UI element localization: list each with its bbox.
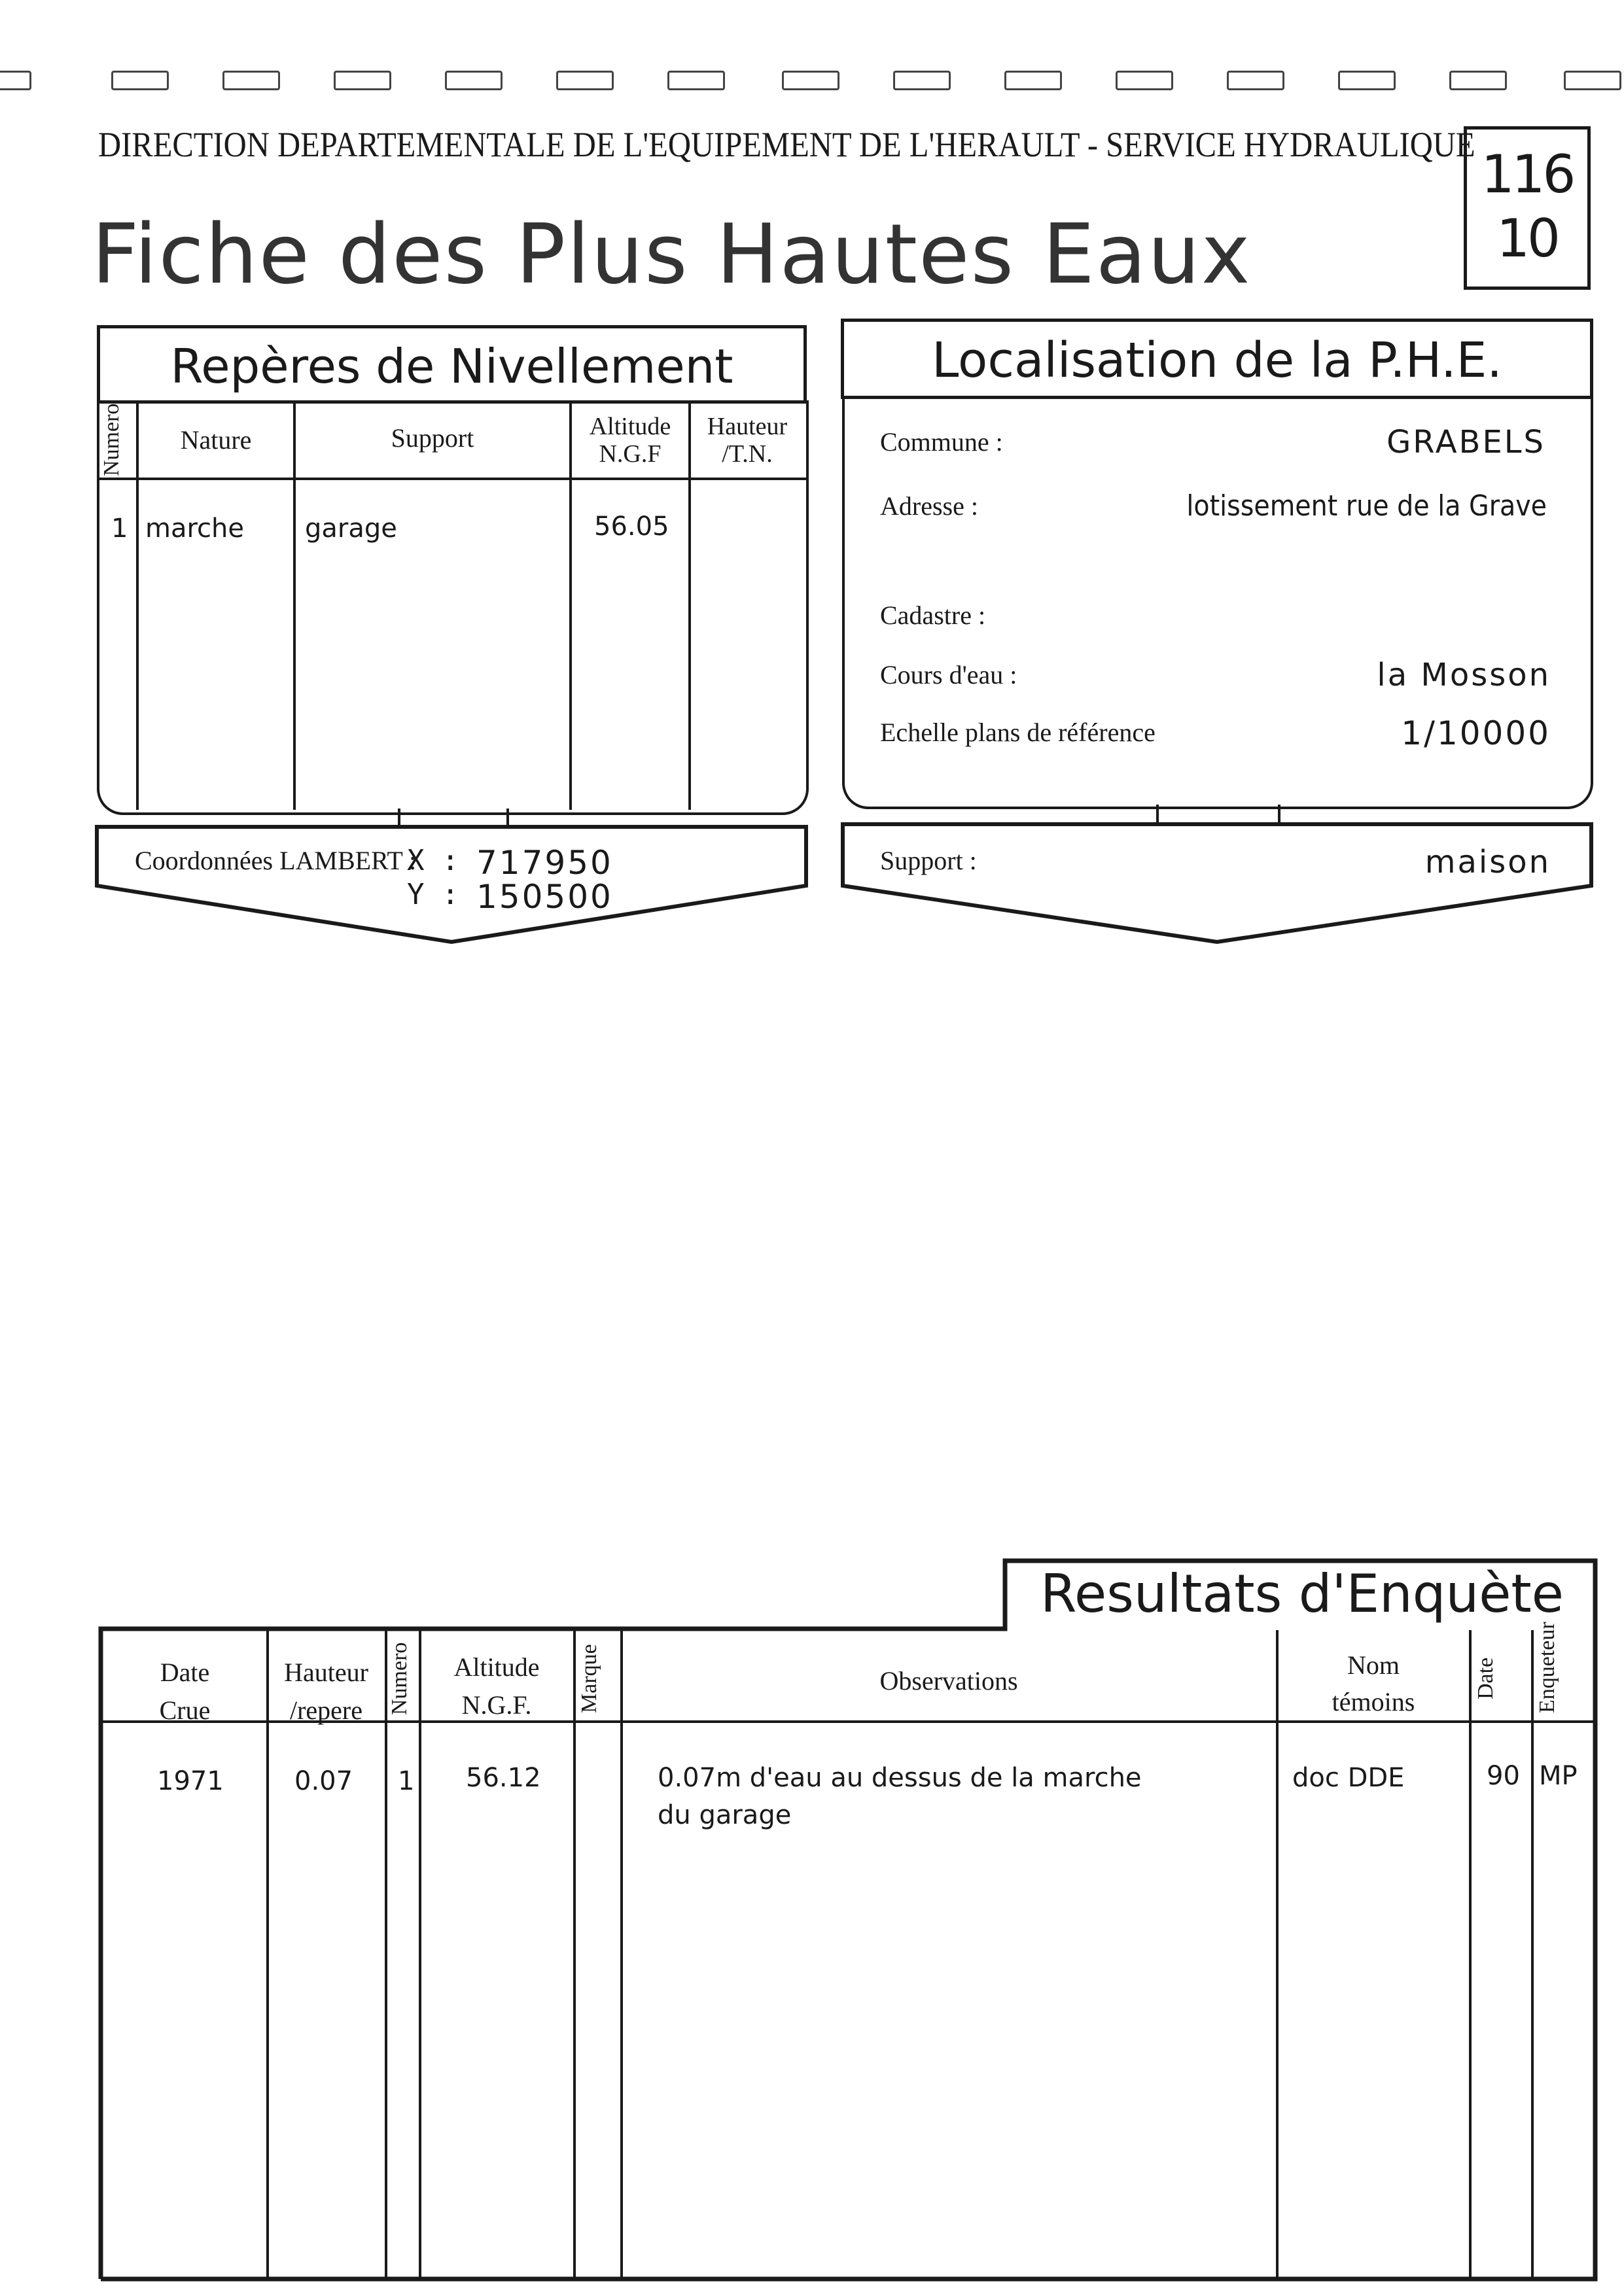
resultats-col-numero: Numero [387, 1642, 412, 1715]
support-value: maison [1424, 844, 1551, 880]
resultats-col-enqueteur: Enqueteur [1535, 1622, 1559, 1713]
cours-deau-value: la Mosson [1377, 657, 1551, 693]
adresse-label: Adresse : [880, 491, 978, 521]
lambert-y-label: Y : [407, 878, 459, 911]
support-label: Support : [880, 846, 977, 875]
reperes-col-altitude: Altitude N.G.F [589, 413, 671, 468]
reperes-col-numero: Numero [99, 403, 124, 476]
resultats-col-altitude: Altitude N.G.F. [453, 1652, 540, 1720]
lambert-x-value: 717950 [476, 844, 613, 882]
localisation-title-box [841, 319, 1593, 399]
resultats-row-observation-line1: 0.07m d'eau au dessus de la marche [658, 1763, 1142, 1793]
resultats-col-hauteur: Hauteur /repere [284, 1658, 368, 1725]
resultats-row-altitude: 56.12 [466, 1763, 541, 1793]
org-line: DIRECTION DEPARTEMENTALE DE L'EQUIPEMENT DE L'HERAULT - SERVICE HYDRAULIQUE [98, 125, 1475, 164]
localisation-title: Localisation de la P.H.E. [932, 332, 1502, 389]
reperes-row-numero: 1 [111, 513, 128, 544]
reperes-row-altitude: 56.05 [594, 512, 669, 542]
resultats-row-hauteur: 0.07 [294, 1766, 353, 1796]
reperes-col-nature: Nature [180, 425, 252, 455]
reperes-col-hauteur: Hauteur /T.N. [707, 413, 788, 468]
reference-number-top: 116 [1481, 144, 1574, 205]
resultats-row-enqueteur: MP [1539, 1761, 1578, 1791]
resultats-col-observations: Observations [879, 1666, 1018, 1696]
echelle-value: 1/10000 [1401, 714, 1551, 752]
reference-number-bottom: 10 [1496, 208, 1558, 269]
resultats-col-date-crue: Date Crue [159, 1658, 211, 1725]
reperes-title-box [97, 325, 807, 404]
reperes-col-support: Support [391, 423, 474, 453]
cadastre-label: Cadastre : [880, 600, 986, 630]
echelle-label: Echelle plans de référence [880, 718, 1156, 747]
resultats-row-date-crue: 1971 [157, 1766, 224, 1796]
resultats-title: Resultats d'Enquète [1040, 1563, 1564, 1624]
commune-value: GRABELS [1386, 424, 1545, 461]
commune-label: Commune : [880, 427, 1003, 457]
page-title: Fiche des Plus Hautes Eaux [92, 206, 1252, 302]
resultats-row-numero: 1 [398, 1766, 415, 1796]
resultats-row-nom: doc DDE [1292, 1763, 1405, 1793]
reperes-title: Repères de Nivellement [170, 339, 733, 394]
reperes-row-support: garage [305, 513, 397, 544]
lambert-y-value: 150500 [476, 878, 613, 916]
reference-box [1464, 126, 1591, 290]
resultats-col-nom: Nom témoins [1332, 1650, 1415, 1716]
lambert-x-label: X : [407, 844, 459, 877]
resultats-row-observation-line2: du garage [658, 1800, 792, 1830]
lambert-label: Coordonnées LAMBERT : [135, 846, 417, 875]
resultats-col-date: Date [1474, 1657, 1498, 1700]
resultats-col-marque: Marque [577, 1644, 601, 1713]
cours-deau-label: Cours d'eau : [880, 660, 1017, 689]
reperes-row-nature: marche [145, 513, 244, 544]
adresse-value: lotissement rue de la Grave [1186, 489, 1547, 523]
support-arrow-box [838, 820, 1597, 951]
resultats-row-date: 90 [1487, 1761, 1520, 1791]
